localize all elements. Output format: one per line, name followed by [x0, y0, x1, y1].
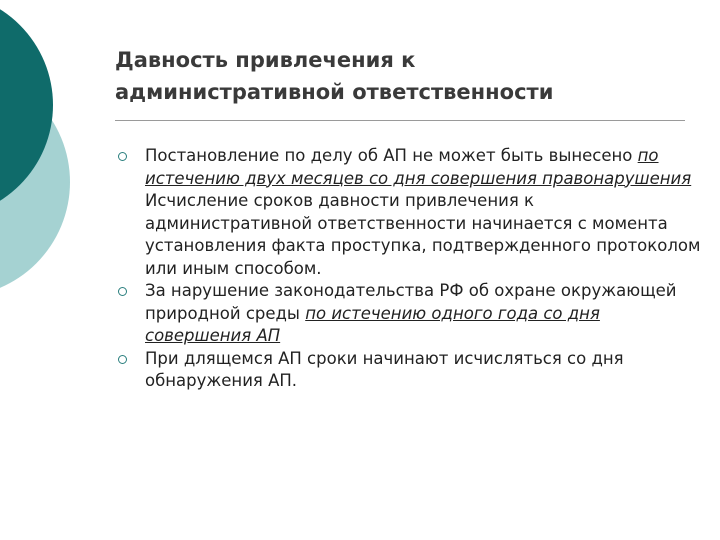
circle-bullet-icon: [118, 355, 127, 364]
title-line-2: административной ответственности: [115, 80, 554, 104]
bullet-underlined-text: по истечению двух месяцев со дня совершения правонарушения: [145, 146, 692, 188]
list-item: [115, 348, 705, 393]
list-item: [115, 280, 705, 348]
bullet-continuation: Исчисление сроков давности привлечения к административной ответственности начинается с момента установления факта проступка, подтвержденного протоколом или иным способом.: [145, 191, 701, 278]
title-line-1: Давность привлечения к: [115, 48, 416, 72]
list-item: [115, 145, 705, 280]
bullet-text: Постановление по делу об АП не может быть вынесено: [145, 146, 638, 165]
slide-title: [115, 44, 705, 108]
circle-bullet-icon: [118, 287, 127, 296]
bullet-text: За нарушение законодательства РФ об охране окружающей природной среды: [145, 281, 677, 323]
circle-bullet-icon: [118, 152, 127, 161]
bullet-text: При длящемся АП сроки начинают исчисляться со дня обнаружения АП.: [145, 348, 624, 390]
bullet-list: [115, 145, 705, 393]
title-divider: [115, 120, 685, 121]
bullet-underlined-text: по истечению одного года со дня совершения АП: [145, 303, 600, 345]
corner-decoration: [0, 0, 110, 300]
